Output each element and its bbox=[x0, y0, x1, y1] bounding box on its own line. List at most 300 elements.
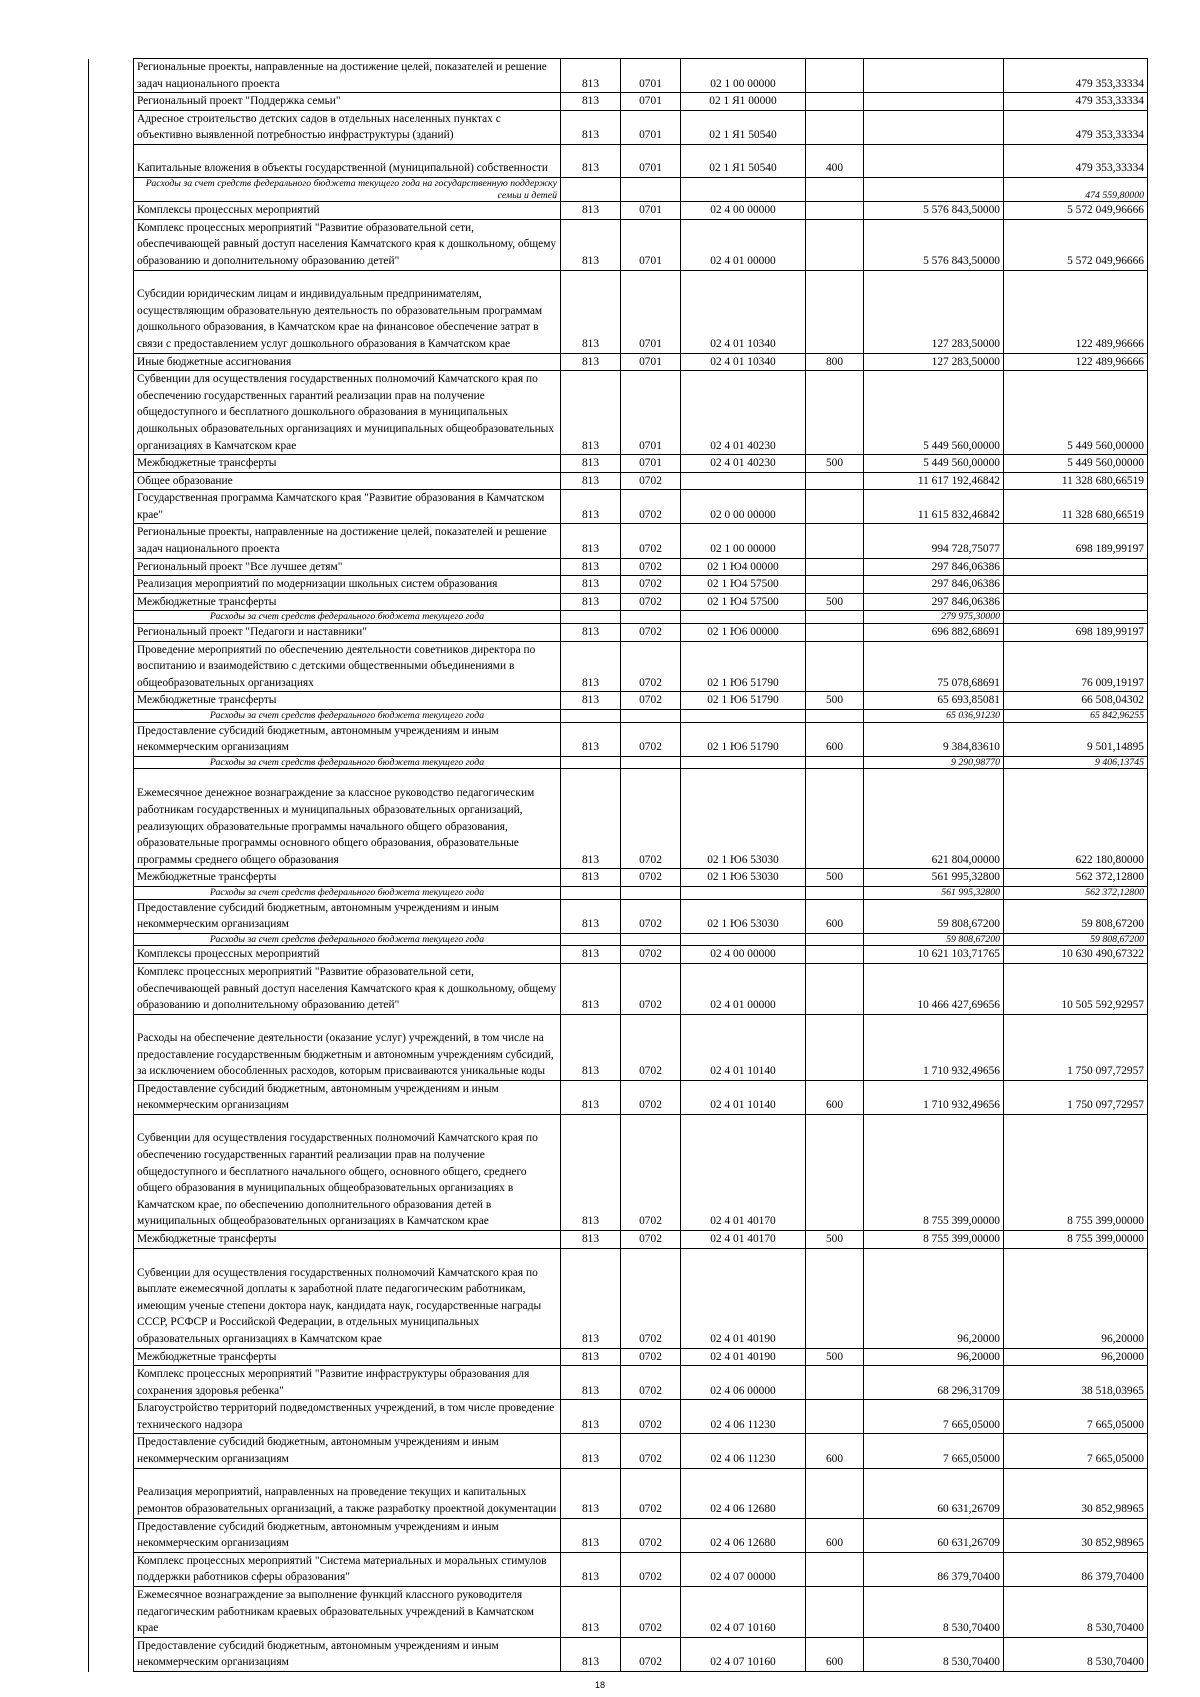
admin-code-cell: 813 bbox=[561, 1434, 621, 1468]
amount-year-2-cell: 698 189,99197 bbox=[1004, 624, 1148, 642]
section-code-cell: 0702 bbox=[621, 769, 681, 869]
admin-code-cell: 813 bbox=[561, 1637, 621, 1671]
expense-type-code-cell: 500 bbox=[806, 869, 864, 887]
expense-name-cell: Межбюджетные трансферты bbox=[134, 1230, 561, 1248]
table-row bbox=[89, 1248, 1148, 1348]
expense-type-code-cell: 500 bbox=[806, 1348, 864, 1366]
section-code-cell: 0701 bbox=[621, 144, 681, 177]
expense-name-cell: Проведение мероприятий по обеспечению деятельности советников директора по воспитанию и взаимодействию с детскими общественными объединениями в общеобразовательных организациях bbox=[134, 641, 561, 692]
target-item-code-cell: 02 1 Ю6 53030 bbox=[681, 869, 806, 887]
section-code-cell: 0702 bbox=[621, 1518, 681, 1552]
amount-year-2-cell: 8 755 399,00000 bbox=[1004, 1230, 1148, 1248]
admin-code-cell bbox=[561, 177, 621, 201]
table-row bbox=[89, 869, 1148, 887]
table-row bbox=[89, 1587, 1148, 1638]
expense-name-cell: Межбюджетные трансферты bbox=[134, 593, 561, 611]
indent-cell bbox=[89, 110, 134, 144]
expense-name-cell: Субвенции для осуществления государственных полномочий Камчатского края по обеспечению государственных гарантий реализации прав на получение общедоступного и бесплатного начального общего, основного общего, среднего общего образования в муниципальных общеобразовательных организациях в Камчатском крае, по обеспечению дополнительного образования детей в муниципальных общеобразовательных организациях в Камчатском крае bbox=[134, 1114, 561, 1230]
admin-code-cell: 813 bbox=[561, 93, 621, 111]
indent-cell bbox=[89, 710, 134, 723]
amount-year-1-cell: 5 449 560,00000 bbox=[864, 455, 1004, 473]
section-code-cell: 0701 bbox=[621, 202, 681, 220]
target-item-code-cell: 02 1 Я1 50540 bbox=[681, 144, 806, 177]
expense-type-code-cell bbox=[806, 886, 864, 899]
admin-code-cell: 813 bbox=[561, 1248, 621, 1348]
amount-year-2-cell: 8 755 399,00000 bbox=[1004, 1114, 1148, 1230]
table-row bbox=[89, 899, 1148, 933]
target-item-code-cell: 02 1 Я1 00000 bbox=[681, 93, 806, 111]
target-item-code-cell: 02 4 07 00000 bbox=[681, 1552, 806, 1586]
admin-code-cell: 813 bbox=[561, 202, 621, 220]
expense-name-cell: Реализация мероприятий по модернизации школьных систем образования bbox=[134, 576, 561, 594]
table-row bbox=[89, 1230, 1148, 1248]
table-row bbox=[89, 1366, 1148, 1400]
admin-code-cell bbox=[561, 756, 621, 769]
expense-name-cell: Субсидии юридическим лицам и индивидуальным предпринимателям, осуществляющим образовательную деятельность по образовательным программам дошкольного образования, в Камчатском крае на финансовое обеспечение затрат в связи с предоставлением услуг дошкольного образования в Камчатском крае bbox=[134, 270, 561, 353]
indent-cell bbox=[89, 144, 134, 177]
indent-cell bbox=[89, 1248, 134, 1348]
amount-year-2-cell: 479 353,33334 bbox=[1004, 93, 1148, 111]
table-row bbox=[89, 624, 1148, 642]
admin-code-cell bbox=[561, 611, 621, 624]
admin-code-cell: 813 bbox=[561, 1587, 621, 1638]
expense-type-code-cell: 600 bbox=[806, 1080, 864, 1114]
indent-cell bbox=[89, 177, 134, 201]
expense-type-code-cell bbox=[806, 1014, 864, 1080]
expense-name-cell: Ежемесячное вознаграждение за выполнение функций классного руководителя педагогическим работникам краевых образовательных учреждений в Камчатском крае bbox=[134, 1587, 561, 1638]
amount-year-2-cell: 59 808,67200 bbox=[1004, 899, 1148, 933]
target-item-code-cell: 02 4 01 40170 bbox=[681, 1230, 806, 1248]
table-row bbox=[89, 1114, 1148, 1230]
expense-type-code-cell: 800 bbox=[806, 353, 864, 371]
expense-type-code-cell bbox=[806, 756, 864, 769]
amount-year-1-cell: 127 283,50000 bbox=[864, 270, 1004, 353]
expense-type-code-cell bbox=[806, 1366, 864, 1400]
amount-year-1-cell: 60 631,26709 bbox=[864, 1468, 1004, 1518]
amount-year-2-cell: 5 449 560,00000 bbox=[1004, 371, 1148, 455]
expense-type-code-cell: 600 bbox=[806, 722, 864, 756]
admin-code-cell: 813 bbox=[561, 1230, 621, 1248]
target-item-code-cell: 02 4 01 00000 bbox=[681, 963, 806, 1014]
expense-name-cell: Комплекс процессных мероприятий "Развитие образовательной сети, обеспечивающей равный доступ населения Камчатского края к дошкольному, общему образованию и дополнительному образованию детей" bbox=[134, 963, 561, 1014]
indent-cell bbox=[89, 1080, 134, 1114]
budget-table-sheet bbox=[88, 58, 1147, 1672]
amount-year-2-cell: 11 328 680,66519 bbox=[1004, 472, 1148, 490]
section-code-cell: 0701 bbox=[621, 219, 681, 270]
section-code-cell: 0701 bbox=[621, 270, 681, 353]
section-code-cell: 0702 bbox=[621, 1114, 681, 1230]
target-item-code-cell: 02 4 06 12680 bbox=[681, 1518, 806, 1552]
budget-table-body bbox=[89, 59, 1148, 1672]
amount-year-1-cell: 60 631,26709 bbox=[864, 1518, 1004, 1552]
indent-cell bbox=[89, 524, 134, 558]
table-row bbox=[89, 1348, 1148, 1366]
expense-type-code-cell bbox=[806, 59, 864, 93]
section-code-cell: 0702 bbox=[621, 1230, 681, 1248]
target-item-code-cell bbox=[681, 177, 806, 201]
admin-code-cell: 813 bbox=[561, 524, 621, 558]
amount-year-2-cell: 479 353,33334 bbox=[1004, 110, 1148, 144]
table-row bbox=[89, 353, 1148, 371]
amount-year-2-cell: 30 852,98965 bbox=[1004, 1468, 1148, 1518]
target-item-code-cell: 02 4 06 12680 bbox=[681, 1468, 806, 1518]
admin-code-cell bbox=[561, 933, 621, 946]
amount-year-1-cell: 8 755 399,00000 bbox=[864, 1114, 1004, 1230]
amount-year-2-cell: 5 572 049,96666 bbox=[1004, 219, 1148, 270]
target-item-code-cell: 02 1 Ю6 51790 bbox=[681, 722, 806, 756]
expense-type-code-cell: 600 bbox=[806, 1434, 864, 1468]
admin-code-cell bbox=[561, 886, 621, 899]
table-row bbox=[89, 371, 1148, 455]
target-item-code-cell: 02 4 06 11230 bbox=[681, 1434, 806, 1468]
section-code-cell bbox=[621, 933, 681, 946]
expense-name-cell: Предоставление субсидий бюджетным, автономным учреждениям и иным некоммерческим организациям bbox=[134, 1518, 561, 1552]
section-code-cell: 0701 bbox=[621, 59, 681, 93]
expense-name-cell: Государственная программа Камчатского края "Развитие образования в Камчатском крае" bbox=[134, 490, 561, 524]
amount-year-1-cell: 696 882,68691 bbox=[864, 624, 1004, 642]
amount-year-2-cell: 11 328 680,66519 bbox=[1004, 490, 1148, 524]
admin-code-cell: 813 bbox=[561, 869, 621, 887]
admin-code-cell: 813 bbox=[561, 472, 621, 490]
expense-type-code-cell bbox=[806, 524, 864, 558]
admin-code-cell: 813 bbox=[561, 692, 621, 710]
expense-name-cell: Комплекс процессных мероприятий "Система материальных и моральных стимулов поддержки работников сферы образования" bbox=[134, 1552, 561, 1586]
section-code-cell: 0702 bbox=[621, 576, 681, 594]
amount-year-1-cell: 7 665,05000 bbox=[864, 1400, 1004, 1434]
amount-year-1-cell: 279 975,30000 bbox=[864, 611, 1004, 624]
expense-name-cell: Комплекс процессных мероприятий "Развитие инфраструктуры образования для сохранения здоровья ребенка" bbox=[134, 1366, 561, 1400]
expense-type-code-cell bbox=[806, 963, 864, 1014]
expense-name-cell: Расходы на обеспечение деятельности (оказание услуг) учреждений, в том числе на предоставление государственным бюджетным и автономным учреждениям субсидий, за исключением обособленных расходов, которым присваиваются уникальные коды bbox=[134, 1014, 561, 1080]
indent-cell bbox=[89, 899, 134, 933]
amount-year-2-cell: 86 379,70400 bbox=[1004, 1552, 1148, 1586]
table-row bbox=[89, 1468, 1148, 1518]
amount-year-1-cell: 8 755 399,00000 bbox=[864, 1230, 1004, 1248]
amount-year-2-cell bbox=[1004, 593, 1148, 611]
section-code-cell: 0701 bbox=[621, 110, 681, 144]
indent-cell bbox=[89, 558, 134, 576]
federal-budget-note-row bbox=[89, 933, 1148, 946]
indent-cell bbox=[89, 576, 134, 594]
target-item-code-cell: 02 1 Ю6 53030 bbox=[681, 769, 806, 869]
table-row bbox=[89, 59, 1148, 93]
indent-cell bbox=[89, 1518, 134, 1552]
table-row bbox=[89, 1552, 1148, 1586]
section-code-cell: 0701 bbox=[621, 371, 681, 455]
target-item-code-cell: 02 4 00 00000 bbox=[681, 946, 806, 964]
admin-code-cell: 813 bbox=[561, 270, 621, 353]
admin-code-cell: 813 bbox=[561, 946, 621, 964]
admin-code-cell: 813 bbox=[561, 1114, 621, 1230]
indent-cell bbox=[89, 722, 134, 756]
indent-cell bbox=[89, 869, 134, 887]
expense-type-code-cell bbox=[806, 611, 864, 624]
section-code-cell: 0702 bbox=[621, 641, 681, 692]
expense-name-cell: Реализация мероприятий, направленных на проведение текущих и капитальных ремонтов образовательных организаций, а также разработку проектной документации bbox=[134, 1468, 561, 1518]
expense-name-cell: Расходы за счет средств федерального бюджета текущего года bbox=[134, 710, 561, 723]
expense-type-code-cell bbox=[806, 933, 864, 946]
admin-code-cell: 813 bbox=[561, 576, 621, 594]
admin-code-cell: 813 bbox=[561, 899, 621, 933]
section-code-cell: 0702 bbox=[621, 1248, 681, 1348]
indent-cell bbox=[89, 202, 134, 220]
target-item-code-cell bbox=[681, 933, 806, 946]
table-row bbox=[89, 202, 1148, 220]
amount-year-2-cell bbox=[1004, 611, 1148, 624]
expense-name-cell: Комплексы процессных мероприятий bbox=[134, 202, 561, 220]
section-code-cell: 0702 bbox=[621, 946, 681, 964]
expense-name-cell: Региональный проект "Поддержка семьи" bbox=[134, 93, 561, 111]
admin-code-cell: 813 bbox=[561, 624, 621, 642]
target-item-code-cell: 02 4 01 40170 bbox=[681, 1114, 806, 1230]
target-item-code-cell bbox=[681, 710, 806, 723]
table-row bbox=[89, 524, 1148, 558]
expense-type-code-cell bbox=[806, 472, 864, 490]
expense-type-code-cell bbox=[806, 371, 864, 455]
indent-cell bbox=[89, 641, 134, 692]
amount-year-1-cell bbox=[864, 110, 1004, 144]
target-item-code-cell: 02 1 00 00000 bbox=[681, 524, 806, 558]
admin-code-cell: 813 bbox=[561, 722, 621, 756]
target-item-code-cell bbox=[681, 756, 806, 769]
amount-year-2-cell: 76 009,19197 bbox=[1004, 641, 1148, 692]
section-code-cell: 0702 bbox=[621, 692, 681, 710]
amount-year-2-cell: 9 501,14895 bbox=[1004, 722, 1148, 756]
amount-year-2-cell: 65 842,96255 bbox=[1004, 710, 1148, 723]
expense-type-code-cell bbox=[806, 1552, 864, 1586]
amount-year-2-cell: 622 180,80000 bbox=[1004, 769, 1148, 869]
expense-type-code-cell: 500 bbox=[806, 455, 864, 473]
expense-type-code-cell bbox=[806, 576, 864, 594]
amount-year-2-cell: 96,20000 bbox=[1004, 1348, 1148, 1366]
indent-cell bbox=[89, 1552, 134, 1586]
section-code-cell: 0702 bbox=[621, 1468, 681, 1518]
section-code-cell bbox=[621, 611, 681, 624]
expense-name-cell: Комплекс процессных мероприятий "Развитие образовательной сети, обеспечивающей равный доступ населения Камчатского края к дошкольному, общему образованию и дополнительному образованию детей" bbox=[134, 219, 561, 270]
expense-type-code-cell bbox=[806, 641, 864, 692]
section-code-cell: 0702 bbox=[621, 1400, 681, 1434]
table-row bbox=[89, 1014, 1148, 1080]
section-code-cell: 0702 bbox=[621, 524, 681, 558]
target-item-code-cell: 02 4 01 10140 bbox=[681, 1080, 806, 1114]
indent-cell bbox=[89, 93, 134, 111]
amount-year-1-cell: 75 078,68691 bbox=[864, 641, 1004, 692]
amount-year-1-cell: 65 693,85081 bbox=[864, 692, 1004, 710]
expense-type-code-cell: 400 bbox=[806, 144, 864, 177]
table-row bbox=[89, 722, 1148, 756]
expense-type-code-cell bbox=[806, 1587, 864, 1638]
expense-type-code-cell: 500 bbox=[806, 692, 864, 710]
table-row bbox=[89, 769, 1148, 869]
target-item-code-cell: 02 1 Ю6 53030 bbox=[681, 899, 806, 933]
indent-cell bbox=[89, 1400, 134, 1434]
admin-code-cell: 813 bbox=[561, 1348, 621, 1366]
amount-year-1-cell: 297 846,06386 bbox=[864, 558, 1004, 576]
expense-type-code-cell bbox=[806, 1468, 864, 1518]
table-row bbox=[89, 144, 1148, 177]
expense-name-cell: Иные бюджетные ассигнования bbox=[134, 353, 561, 371]
expense-name-cell: Межбюджетные трансферты bbox=[134, 1348, 561, 1366]
amount-year-1-cell bbox=[864, 93, 1004, 111]
federal-budget-note-row bbox=[89, 177, 1148, 201]
section-code-cell: 0702 bbox=[621, 593, 681, 611]
target-item-code-cell: 02 1 Ю6 51790 bbox=[681, 692, 806, 710]
amount-year-1-cell: 11 617 192,46842 bbox=[864, 472, 1004, 490]
section-code-cell: 0702 bbox=[621, 490, 681, 524]
section-code-cell: 0702 bbox=[621, 1552, 681, 1586]
federal-budget-note-row bbox=[89, 886, 1148, 899]
section-code-cell bbox=[621, 886, 681, 899]
expense-type-code-cell bbox=[806, 710, 864, 723]
indent-cell bbox=[89, 933, 134, 946]
target-item-code-cell: 02 4 00 00000 bbox=[681, 202, 806, 220]
target-item-code-cell: 02 1 Ю4 57500 bbox=[681, 576, 806, 594]
indent-cell bbox=[89, 1114, 134, 1230]
amount-year-1-cell: 65 036,91230 bbox=[864, 710, 1004, 723]
expense-type-code-cell: 600 bbox=[806, 1637, 864, 1671]
section-code-cell bbox=[621, 177, 681, 201]
target-item-code-cell: 02 4 01 00000 bbox=[681, 219, 806, 270]
expense-name-cell: Общее образование bbox=[134, 472, 561, 490]
expense-name-cell: Региональные проекты, направленные на достижение целей, показателей и решение задач национального проекта bbox=[134, 59, 561, 93]
table-row bbox=[89, 641, 1148, 692]
target-item-code-cell: 02 4 07 10160 bbox=[681, 1587, 806, 1638]
table-row bbox=[89, 946, 1148, 964]
amount-year-2-cell: 122 489,96666 bbox=[1004, 270, 1148, 353]
expense-name-cell: Благоустройство территорий подведомственных учреждений, в том числе проведение технического надзора bbox=[134, 1400, 561, 1434]
amount-year-2-cell bbox=[1004, 558, 1148, 576]
amount-year-1-cell: 1 710 932,49656 bbox=[864, 1080, 1004, 1114]
expense-name-cell: Адресное строительство детских садов в отдельных населенных пунктах с объективно выявленной потребностью инфраструктуры (зданий) bbox=[134, 110, 561, 144]
amount-year-2-cell: 479 353,33334 bbox=[1004, 144, 1148, 177]
target-item-code-cell: 02 4 01 40230 bbox=[681, 455, 806, 473]
admin-code-cell: 813 bbox=[561, 1518, 621, 1552]
expense-type-code-cell bbox=[806, 110, 864, 144]
section-code-cell: 0702 bbox=[621, 1080, 681, 1114]
section-code-cell: 0702 bbox=[621, 722, 681, 756]
section-code-cell: 0702 bbox=[621, 1014, 681, 1080]
amount-year-1-cell: 96,20000 bbox=[864, 1248, 1004, 1348]
admin-code-cell: 813 bbox=[561, 1552, 621, 1586]
expense-type-code-cell bbox=[806, 1400, 864, 1434]
amount-year-1-cell: 5 576 843,50000 bbox=[864, 219, 1004, 270]
target-item-code-cell: 02 1 00 00000 bbox=[681, 59, 806, 93]
admin-code-cell: 813 bbox=[561, 219, 621, 270]
expense-name-cell: Региональные проекты, направленные на достижение целей, показателей и решение задач национального проекта bbox=[134, 524, 561, 558]
amount-year-2-cell: 5 449 560,00000 bbox=[1004, 455, 1148, 473]
amount-year-2-cell: 698 189,99197 bbox=[1004, 524, 1148, 558]
amount-year-1-cell: 8 530,70400 bbox=[864, 1587, 1004, 1638]
amount-year-2-cell: 7 665,05000 bbox=[1004, 1400, 1148, 1434]
admin-code-cell: 813 bbox=[561, 769, 621, 869]
indent-cell bbox=[89, 1366, 134, 1400]
indent-cell bbox=[89, 886, 134, 899]
section-code-cell: 0702 bbox=[621, 1348, 681, 1366]
indent-cell bbox=[89, 611, 134, 624]
section-code-cell: 0701 bbox=[621, 93, 681, 111]
table-row bbox=[89, 490, 1148, 524]
amount-year-2-cell: 562 372,12800 bbox=[1004, 869, 1148, 887]
expense-type-code-cell bbox=[806, 490, 864, 524]
expense-type-code-cell: 500 bbox=[806, 593, 864, 611]
admin-code-cell: 813 bbox=[561, 371, 621, 455]
amount-year-2-cell: 30 852,98965 bbox=[1004, 1518, 1148, 1552]
expense-name-cell: Межбюджетные трансферты bbox=[134, 869, 561, 887]
amount-year-1-cell: 561 995,32800 bbox=[864, 869, 1004, 887]
admin-code-cell: 813 bbox=[561, 963, 621, 1014]
target-item-code-cell: 02 1 Ю4 57500 bbox=[681, 593, 806, 611]
table-row bbox=[89, 576, 1148, 594]
amount-year-2-cell: 8 530,70400 bbox=[1004, 1637, 1148, 1671]
section-code-cell: 0702 bbox=[621, 899, 681, 933]
indent-cell bbox=[89, 1014, 134, 1080]
expense-name-cell: Расходы за счет средств федерального бюджета текущего года на государственную поддержку семьи и детей bbox=[134, 177, 561, 201]
admin-code-cell: 813 bbox=[561, 558, 621, 576]
table-row bbox=[89, 455, 1148, 473]
table-row bbox=[89, 1434, 1148, 1468]
expense-name-cell: Субвенции для осуществления государственных полномочий Камчатского края по выплате ежемесячной доплаты к заработной плате педагогическим работникам, имеющим ученые степени доктора наук, кандидата наук, государственные награды СССР, РСФСР и Российской Федерации, в отдельных муниципальных образовательных организациях в Камчатском крае bbox=[134, 1248, 561, 1348]
section-code-cell: 0702 bbox=[621, 869, 681, 887]
admin-code-cell: 813 bbox=[561, 455, 621, 473]
amount-year-1-cell: 1 710 932,49656 bbox=[864, 1014, 1004, 1080]
amount-year-1-cell: 297 846,06386 bbox=[864, 576, 1004, 594]
expense-name-cell: Предоставление субсидий бюджетным, автономным учреждениям и иным некоммерческим организациям bbox=[134, 1637, 561, 1671]
budget-table bbox=[88, 58, 1148, 1672]
amount-year-1-cell: 59 808,67200 bbox=[864, 899, 1004, 933]
section-code-cell: 0702 bbox=[621, 963, 681, 1014]
expense-name-cell: Региональный проект "Педагоги и наставники" bbox=[134, 624, 561, 642]
amount-year-2-cell: 1 750 097,72957 bbox=[1004, 1014, 1148, 1080]
indent-cell bbox=[89, 472, 134, 490]
federal-budget-note-row bbox=[89, 611, 1148, 624]
section-code-cell: 0702 bbox=[621, 1366, 681, 1400]
expense-type-code-cell bbox=[806, 177, 864, 201]
amount-year-1-cell: 10 621 103,71765 bbox=[864, 946, 1004, 964]
target-item-code-cell: 02 4 01 10140 bbox=[681, 1014, 806, 1080]
table-row bbox=[89, 1400, 1148, 1434]
amount-year-1-cell: 8 530,70400 bbox=[864, 1637, 1004, 1671]
amount-year-1-cell: 621 804,00000 bbox=[864, 769, 1004, 869]
expense-name-cell: Капитальные вложения в объекты государственной (муниципальной) собственности bbox=[134, 144, 561, 177]
target-item-code-cell: 02 4 01 40190 bbox=[681, 1248, 806, 1348]
indent-cell bbox=[89, 371, 134, 455]
federal-budget-note-row bbox=[89, 756, 1148, 769]
section-code-cell: 0701 bbox=[621, 455, 681, 473]
section-code-cell bbox=[621, 710, 681, 723]
amount-year-2-cell: 562 372,12800 bbox=[1004, 886, 1148, 899]
section-code-cell: 0702 bbox=[621, 1637, 681, 1671]
expense-name-cell: Расходы за счет средств федерального бюджета текущего года bbox=[134, 756, 561, 769]
amount-year-1-cell bbox=[864, 59, 1004, 93]
admin-code-cell: 813 bbox=[561, 1400, 621, 1434]
amount-year-1-cell: 127 283,50000 bbox=[864, 353, 1004, 371]
amount-year-2-cell: 9 406,13745 bbox=[1004, 756, 1148, 769]
amount-year-1-cell: 10 466 427,69656 bbox=[864, 963, 1004, 1014]
expense-name-cell: Комплексы процессных мероприятий bbox=[134, 946, 561, 964]
expense-type-code-cell bbox=[806, 1248, 864, 1348]
amount-year-1-cell: 9 384,83610 bbox=[864, 722, 1004, 756]
table-row bbox=[89, 110, 1148, 144]
table-row bbox=[89, 963, 1148, 1014]
amount-year-1-cell: 96,20000 bbox=[864, 1348, 1004, 1366]
expense-type-code-cell bbox=[806, 270, 864, 353]
expense-type-code-cell bbox=[806, 558, 864, 576]
table-row bbox=[89, 692, 1148, 710]
amount-year-2-cell: 59 808,67200 bbox=[1004, 933, 1148, 946]
target-item-code-cell: 02 1 Ю6 00000 bbox=[681, 624, 806, 642]
admin-code-cell: 813 bbox=[561, 110, 621, 144]
amount-year-2-cell: 1 750 097,72957 bbox=[1004, 1080, 1148, 1114]
